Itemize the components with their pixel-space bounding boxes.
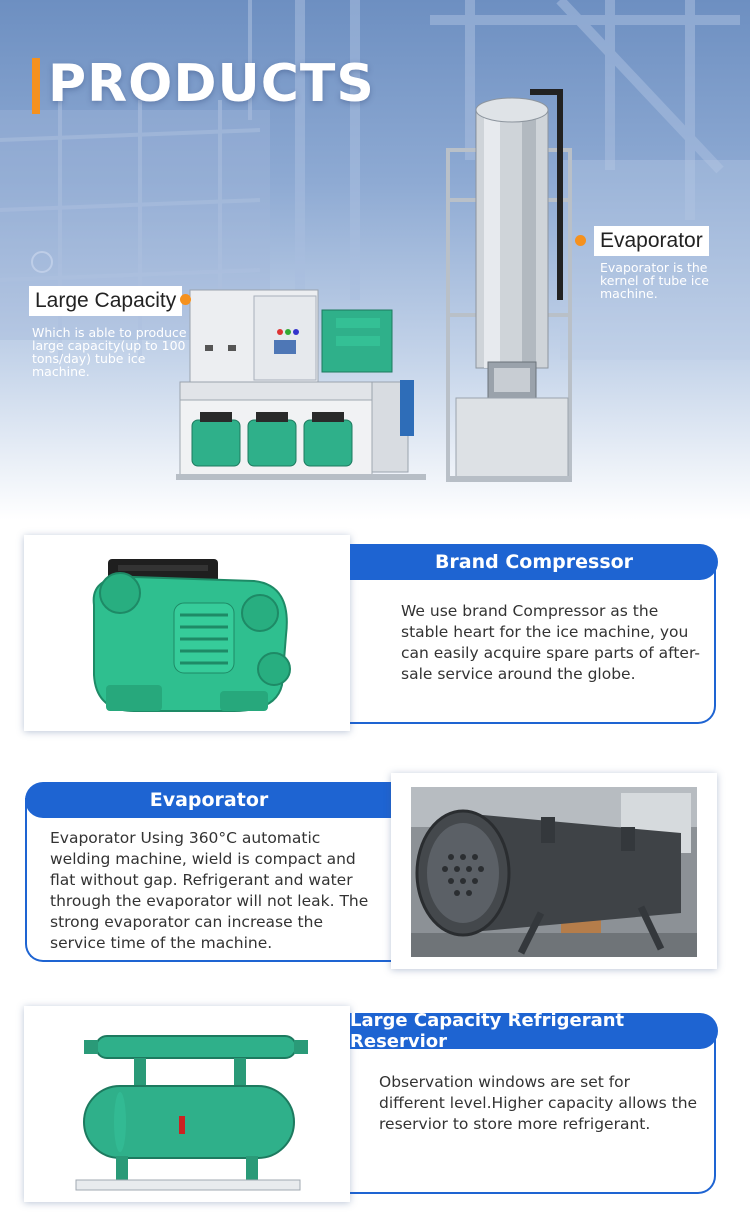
compressor-description: We use brand Compressor as the stable heart for the ice machine, you can easily acquire spare parts of after-sale service around the globe.: [401, 602, 700, 683]
compressor-image: [24, 535, 350, 731]
reservior-description: Observation windows are set for different level.Higher capacity allows the reservior to store more refrigerant.: [379, 1073, 698, 1133]
reservior-title: Large Capacity Refrigerant Reservior: [350, 1010, 625, 1052]
page-title: PRODUCTS: [48, 54, 375, 114]
evaporator-photo-card: [391, 773, 717, 969]
title-accent-bar: [32, 58, 40, 114]
evaporator-label: Evaporator: [594, 226, 709, 256]
reservior-image: [24, 1006, 350, 1202]
large-capacity-marker: [180, 294, 191, 305]
evaporator-title: Evaporator: [149, 789, 269, 811]
reservior-photo-card: [24, 1006, 350, 1202]
large-capacity-label: Large Capacity: [29, 286, 182, 316]
evaporator-marker: [575, 235, 586, 246]
hero-banner: [0, 0, 750, 520]
evaporator-section-description: Evaporator Using 360°C automatic welding machine, wield is compact and flat without gap. Refrigerant and water through the evaporator will not leak. The strong evaporator can increase the service time of the machine.: [50, 829, 369, 952]
compressor-title: Brand Compressor: [434, 551, 634, 573]
evaporator-description: Evaporator is the kernel of tube ice machine.: [600, 260, 709, 301]
evaporator-title-pill: [25, 782, 393, 818]
compressor-photo-card: [24, 535, 350, 731]
reservior-title-pill: [350, 1010, 718, 1052]
large-capacity-description: Which is able to produce large capacity(up to 100 tons/day) tube ice machine.: [32, 325, 187, 379]
compressor-title-pill: [350, 544, 718, 580]
evaporator-image: [391, 773, 717, 969]
